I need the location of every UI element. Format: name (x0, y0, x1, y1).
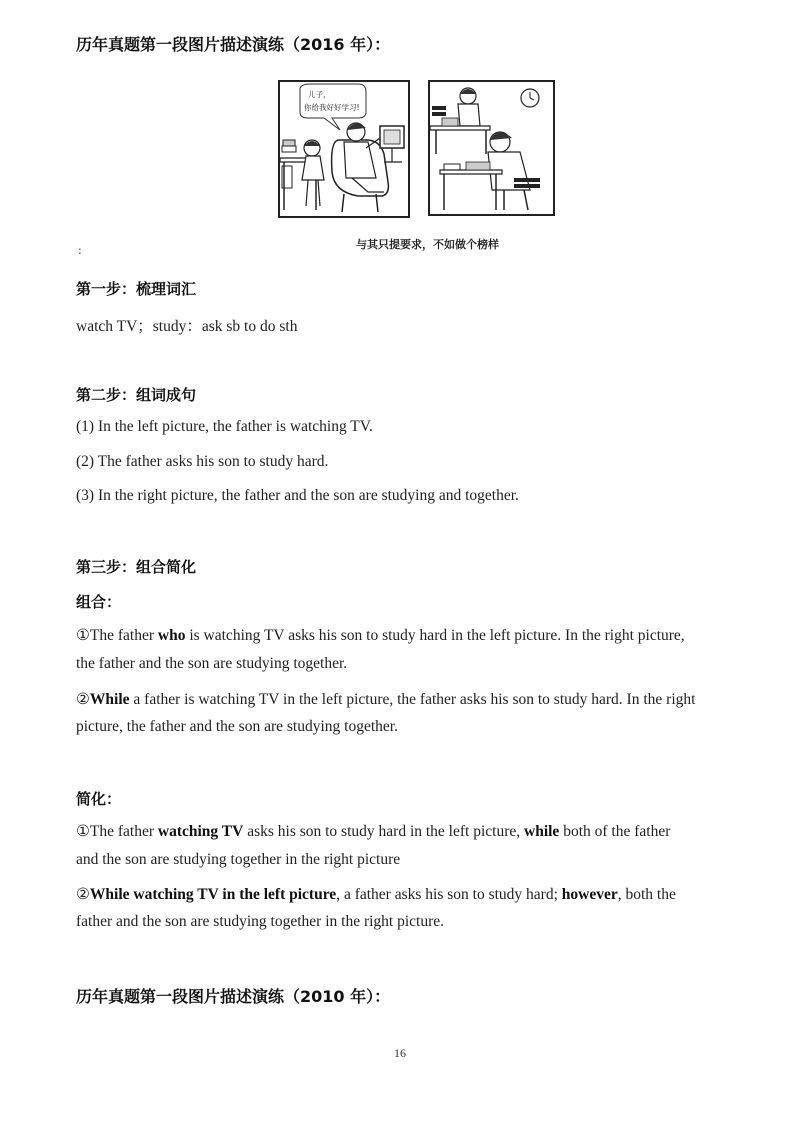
page-number: 16 (394, 1046, 406, 1060)
heading-2016: 历年真题第一段图片描述演练（2016 年）： (76, 35, 391, 54)
highlight-who: who (157, 627, 186, 644)
stray-colon: : (78, 244, 82, 257)
speech-bubble-line2: 你给我好好学习! (304, 103, 360, 112)
highlight-however: however (561, 886, 618, 903)
left-picture-drawing (280, 82, 408, 216)
combine-label: 组合： (76, 593, 122, 611)
highlight-while: while (524, 823, 560, 840)
highlight-watching-tv: watching TV (157, 823, 244, 840)
highlight-while-watching: While watching TV in the left picture (89, 886, 337, 903)
step3-title: 第三步：组合简化 (76, 558, 197, 576)
step2-sentence-1: (1) In the left picture, the father is watching TV. (76, 418, 373, 435)
combine-2-line1: ②While a father is watching TV in the left picture, the father asks his son to study hard. In the right (76, 691, 696, 708)
step2-sentence-2: (2) The father asks his son to study hard. (76, 453, 329, 470)
left-picture-panel (278, 80, 410, 218)
illustration-caption: 与其只提要求，不如做个榜样 (356, 238, 499, 251)
heading-2010: 历年真题第一段图片描述演练（2010 年）： (76, 987, 391, 1006)
simplify-2-line2: father and the son are studying together in the right picture. (76, 913, 445, 930)
right-picture-drawing (430, 82, 553, 214)
step1-vocab: watch TV；study：ask sb to do sth (76, 318, 298, 335)
simplify-1-line2: and the son are studying together in the right picture (76, 851, 401, 868)
simplify-1-line1: ①The father watching TV asks his son to study hard in the left picture, while both of the father (76, 823, 671, 840)
step2-title: 第二步：组词成句 (76, 386, 197, 404)
simplify-2-line1: ②While watching TV in the left picture, a father asks his son to study hard; however, both the (76, 886, 676, 903)
combine-2-line2: picture, the father and the son are studying together. (76, 718, 398, 735)
simplify-label: 简化： (76, 790, 122, 808)
right-picture-panel (428, 80, 555, 216)
step1-title: 第一步：梳理词汇 (76, 280, 197, 298)
highlight-while: While (89, 691, 130, 708)
step2-sentence-3: (3) In the right picture, the father and the son are studying and together. (76, 487, 519, 504)
speech-bubble-line1: 儿子， (308, 90, 331, 99)
combine-1-line2: the father and the son are studying together. (76, 655, 348, 672)
combine-1-line1: ①The father who is watching TV asks his son to study hard in the left picture. In the right picture, (76, 627, 685, 644)
